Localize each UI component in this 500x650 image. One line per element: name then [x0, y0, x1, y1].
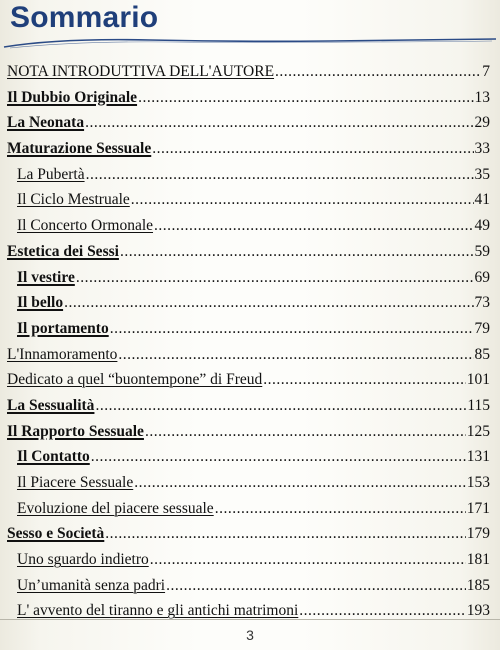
- dot-leader: [91, 444, 466, 470]
- toc-entry[interactable]: [0, 444, 500, 470]
- toc-entry[interactable]: [0, 470, 500, 496]
- toc-entry-page-number: 41: [474, 191, 490, 209]
- toc-entry-page-number: 131: [466, 448, 490, 466]
- toc-entry-page-number: 13: [474, 88, 490, 106]
- toc-entry-title-link[interactable]: Il Piacere Sessuale: [17, 474, 134, 491]
- toc-entry[interactable]: [0, 342, 500, 368]
- dot-leader: [152, 136, 473, 162]
- toc-entry-title-link[interactable]: Un’umanità senza padri: [17, 576, 166, 594]
- toc-entry[interactable]: [0, 136, 500, 162]
- toc-entry-title-link[interactable]: Il Dubbio Originale: [7, 88, 138, 106]
- dot-leader: [215, 496, 466, 522]
- dot-leader: [64, 290, 473, 316]
- toc-entry-page-number: 59: [474, 242, 490, 260]
- dot-leader: [110, 316, 474, 342]
- toc-entry[interactable]: [0, 187, 500, 213]
- toc-entry[interactable]: [0, 265, 500, 291]
- dot-leader: [76, 265, 474, 291]
- footer-divider: [0, 619, 500, 620]
- toc-entry-page-number: 29: [474, 114, 490, 132]
- toc-entry-page-number: 33: [474, 140, 490, 158]
- toc-entry[interactable]: [0, 573, 500, 599]
- toc-entry-title-link[interactable]: Maturazione Sessuale: [7, 140, 152, 158]
- toc-entry-page-number: 49: [474, 217, 490, 235]
- toc-entry-page-number: 7: [482, 63, 490, 80]
- toc-entry-title-link[interactable]: Evoluzione del piacere sessuale: [17, 499, 214, 517]
- toc-entry-title-link[interactable]: Dedicato a quel “buontempone” di Freud: [7, 371, 263, 389]
- toc-entry-title-link[interactable]: La Neonata: [7, 114, 85, 132]
- toc-entry[interactable]: [0, 239, 500, 265]
- toc-entry-page-number: 73: [474, 294, 490, 312]
- toc-entry-title-link[interactable]: Uno sguardo indietro: [17, 551, 149, 569]
- toc-entry-page-number: 125: [466, 422, 490, 440]
- title-underline-swash: [0, 36, 500, 52]
- toc-entry-title-link[interactable]: Il bello: [17, 294, 64, 312]
- dot-leader: [86, 162, 474, 188]
- dot-leader: [105, 521, 465, 547]
- dot-leader: [85, 110, 473, 136]
- dot-leader: [150, 547, 466, 573]
- toc-entry[interactable]: [0, 316, 500, 342]
- toc-entry[interactable]: [0, 85, 500, 111]
- toc-entry[interactable]: [0, 393, 500, 419]
- dot-leader: [275, 59, 481, 85]
- toc-entry[interactable]: [0, 496, 500, 522]
- toc-entry-page-number: 171: [466, 499, 490, 517]
- toc-entry-page-number: 85: [474, 345, 490, 363]
- dot-leader: [145, 419, 466, 445]
- toc-entry-title-link[interactable]: Il Ciclo Mestruale: [17, 191, 130, 209]
- toc-entry[interactable]: [0, 110, 500, 136]
- dot-leader: [118, 342, 473, 368]
- toc-entry[interactable]: [0, 290, 500, 316]
- toc-entry-title-link[interactable]: Il Rapporto Sessuale: [7, 422, 144, 440]
- toc-entry-page-number: 79: [474, 319, 490, 337]
- toc-entry-title-link[interactable]: Sesso e Società: [7, 525, 105, 543]
- dot-leader: [95, 393, 466, 419]
- dot-leader: [138, 85, 473, 111]
- toc-entry-page-number: 69: [474, 268, 490, 286]
- toc-entry-page-number: 185: [466, 576, 490, 594]
- dot-leader: [120, 239, 474, 265]
- toc-entry-page-number: 193: [466, 602, 490, 620]
- toc-entry[interactable]: [0, 547, 500, 573]
- dot-leader: [263, 367, 466, 393]
- toc-entry-page-number: 35: [474, 165, 490, 183]
- table-of-contents: [0, 59, 500, 624]
- toc-entry[interactable]: [0, 162, 500, 188]
- toc-entry-title-link[interactable]: La Pubertà: [17, 165, 85, 183]
- toc-entry-title-link[interactable]: NOTA INTRODUTTIVA DELL'AUTORE: [7, 63, 275, 80]
- toc-entry-page-number: 153: [466, 474, 490, 491]
- dot-leader: [166, 573, 466, 599]
- toc-entry[interactable]: [0, 367, 500, 393]
- toc-entry[interactable]: [0, 419, 500, 445]
- toc-entry-title-link[interactable]: Il vestire: [17, 268, 75, 286]
- toc-entry-page-number: 101: [466, 371, 490, 389]
- toc-entry-title-link[interactable]: L'Innamoramento: [7, 345, 118, 363]
- toc-entry-page-number: 115: [467, 396, 490, 414]
- toc-entry-title-link[interactable]: Il Contatto: [17, 448, 90, 466]
- dot-leader: [131, 187, 474, 213]
- toc-entry[interactable]: [0, 213, 500, 239]
- toc-entry[interactable]: [0, 598, 500, 624]
- toc-entry-page-number: 179: [466, 525, 490, 543]
- toc-entry-title-link[interactable]: L' avvento del tiranno e gli antichi matrimoni: [17, 602, 299, 620]
- toc-entry-title-link[interactable]: Il Concerto Ormonale: [17, 217, 154, 235]
- toc-entry[interactable]: [0, 59, 500, 85]
- toc-entry-title-link[interactable]: Estetica dei Sessi: [7, 242, 119, 260]
- dot-leader: [134, 470, 466, 496]
- toc-entry-title-link[interactable]: Il portamento: [17, 319, 109, 337]
- toc-entry-page-number: 181: [466, 551, 490, 569]
- dot-leader: [299, 598, 465, 624]
- page-title: Sommario: [10, 1, 159, 34]
- toc-entry-title-link[interactable]: La Sessualità: [7, 396, 95, 414]
- dot-leader: [154, 213, 473, 239]
- toc-entry[interactable]: [0, 521, 500, 547]
- page-number: 3: [246, 627, 254, 643]
